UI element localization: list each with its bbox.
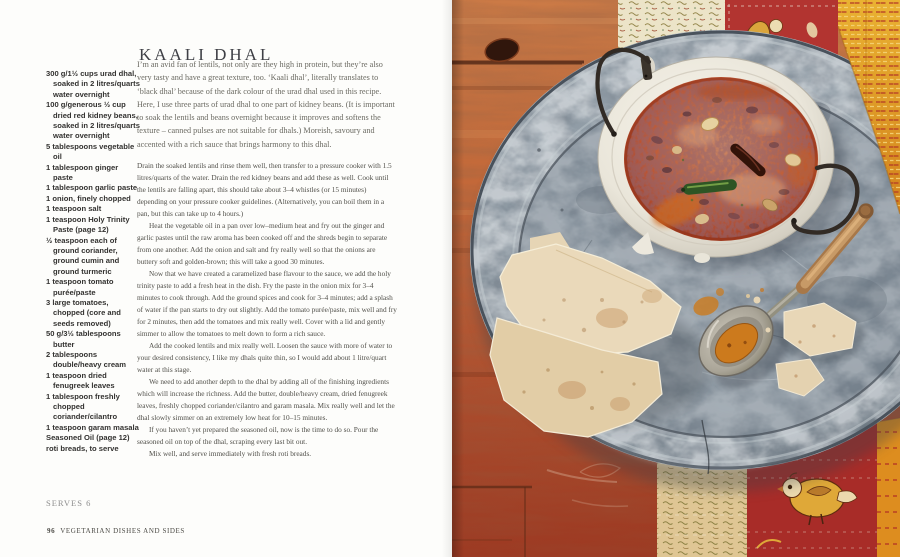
page-footer — [47, 527, 185, 535]
page-title: KAALI DHAL — [139, 45, 274, 65]
recipe-method — [137, 160, 397, 460]
ingredient-item: roti breads, to serve — [46, 443, 119, 453]
method-paragraph: If you haven’t yet prepared the seasoned oil, now is the time to do so. Pour the seasoned oil on top of the dhal, scraping every last bit out. — [137, 425, 379, 447]
ingredient-item: 3 large tomatoes, chopped (core and seeds removed) — [46, 297, 121, 328]
page-number: 96 — [47, 527, 56, 535]
ingredient-item: 1 onion, finely chopped — [46, 193, 131, 203]
ingredient-item: 5 tablespoons vegetable oil — [46, 141, 135, 162]
serves-label: SERVES 6 — [46, 498, 92, 508]
ingredient-item: 1 teaspoon dried fenugreek leaves — [46, 370, 115, 391]
ingredient-item: 1 tablespoon garlic paste — [46, 183, 138, 193]
ingredient-item: 1 teaspoon salt — [46, 204, 102, 214]
method-paragraph: We need to add another depth to the dhal by adding all of the finishing ingredients which will increase the richness. Add the butter, double/heavy cream, dried fenugreek leaves, freshly chopped coriander/cilantro and garam masala. Mix really well and let the dhal slowly simmer on an extremely low heat for 10–15 minutes. — [137, 377, 395, 423]
ingredient-item: 1 teaspoon Holy Trinity Paste (page 12) — [46, 214, 130, 235]
ingredients-list — [46, 69, 140, 454]
ingredient-item: Seasoned Oil (page 12) — [46, 433, 130, 443]
ingredient-item: 2 tablespoons double/heavy cream — [46, 349, 127, 370]
method-paragraph: Mix well, and serve immediately with fresh roti breads. — [149, 449, 312, 459]
photo-spine-shadow — [452, 0, 464, 557]
ingredient-item: 300 g/1½ cups urad dhal, soaked in 2 litres/quarts water overnight — [46, 69, 140, 99]
recipe-photo — [452, 0, 900, 557]
footer-section-title: VEGETARIAN DISHES AND SIDES — [60, 527, 185, 535]
ingredient-item: 1 teaspoon garam masala — [46, 422, 139, 432]
recipe-intro: I’m an avid fan of lentils, not only are they high in protein, but they’re also very tasty and have a great texture, too. ‘Kaali dhal’, literally translates to ‘black dhal’ because of the dark colour of the urad dhal used in this recipe. Here, I use three parts of urad dhal to one part of kidney beans. (It is important to soak the lentils and beans overnight because it improves and softens the texture – canned pulses are not suitable for dhals.) Moreish, savoury and accented with a rich sauce that brings harmony to this dhal. — [137, 60, 395, 149]
ingredient-item: ½ teaspoon each of ground coriander, ground cumin and ground turmeric — [46, 235, 120, 276]
right-page-photo — [452, 0, 900, 557]
ingredient-item: 100 g/generous ½ cup dried red kidney beans, soaked in 2 litres/quarts water overnight — [46, 100, 140, 141]
method-paragraph: Add the cooked lentils and mix really well. Loosen the sauce with more of water to your desired consistency, I like my dhals quite thin, so I would add about 1 litre/quart water at this stage. — [137, 341, 393, 375]
recipe-body — [137, 58, 397, 460]
method-paragraph: Heat the vegetable oil in a pan over low–medium heat and fry out the ginger and garlic pastes until the raw aroma has been cooked off and the shreds begin to separate from one another. Add the onion and salt and fry really well so that the onions are buttery soft and golden-brown; this will take a good 30 minutes. — [137, 221, 388, 267]
ingredient-item: 50 g/3½ tablespoons butter — [46, 329, 121, 349]
method-paragraph: Now that we have created a caramelized base flavour to the sauce, we add the holy trinity paste to add a fresh heat in the dish. Fry the paste in the onion mix for 3–4 minutes to cook through. Add the ground spices and cook for 3–4 minutes; add a splash of water if the pan starts to dry out slightly. Add the tomato purée/paste, mix well and fry for 2 minutes, then add the tomatoes and mix really well. Cover with a lid and gently simmer to allow the tomatoes to melt down to form a rich sauce. — [137, 269, 397, 339]
method-paragraph: Drain the soaked lentils and rinse them well, then transfer to a pressure cooker with 1.5 litres/quarts of the water. Drain the red kidney beans and add these as well. Cook until the lentils are falling apart, this should take about 3–4 whistles (or 15 minutes) depending on your pressure cooker guidelines. (Alternatively, you can boil them in a pan, but this can take up to 4 hours.) — [137, 161, 392, 219]
spine-shadow — [442, 0, 452, 557]
ingredient-item: 1 tablespoon ginger paste — [46, 162, 119, 183]
ingredient-item: 1 teaspoon tomato purée/paste — [46, 277, 114, 297]
ingredient-item: 1 tablespoon freshly chopped coriander/cilantro — [46, 391, 120, 422]
